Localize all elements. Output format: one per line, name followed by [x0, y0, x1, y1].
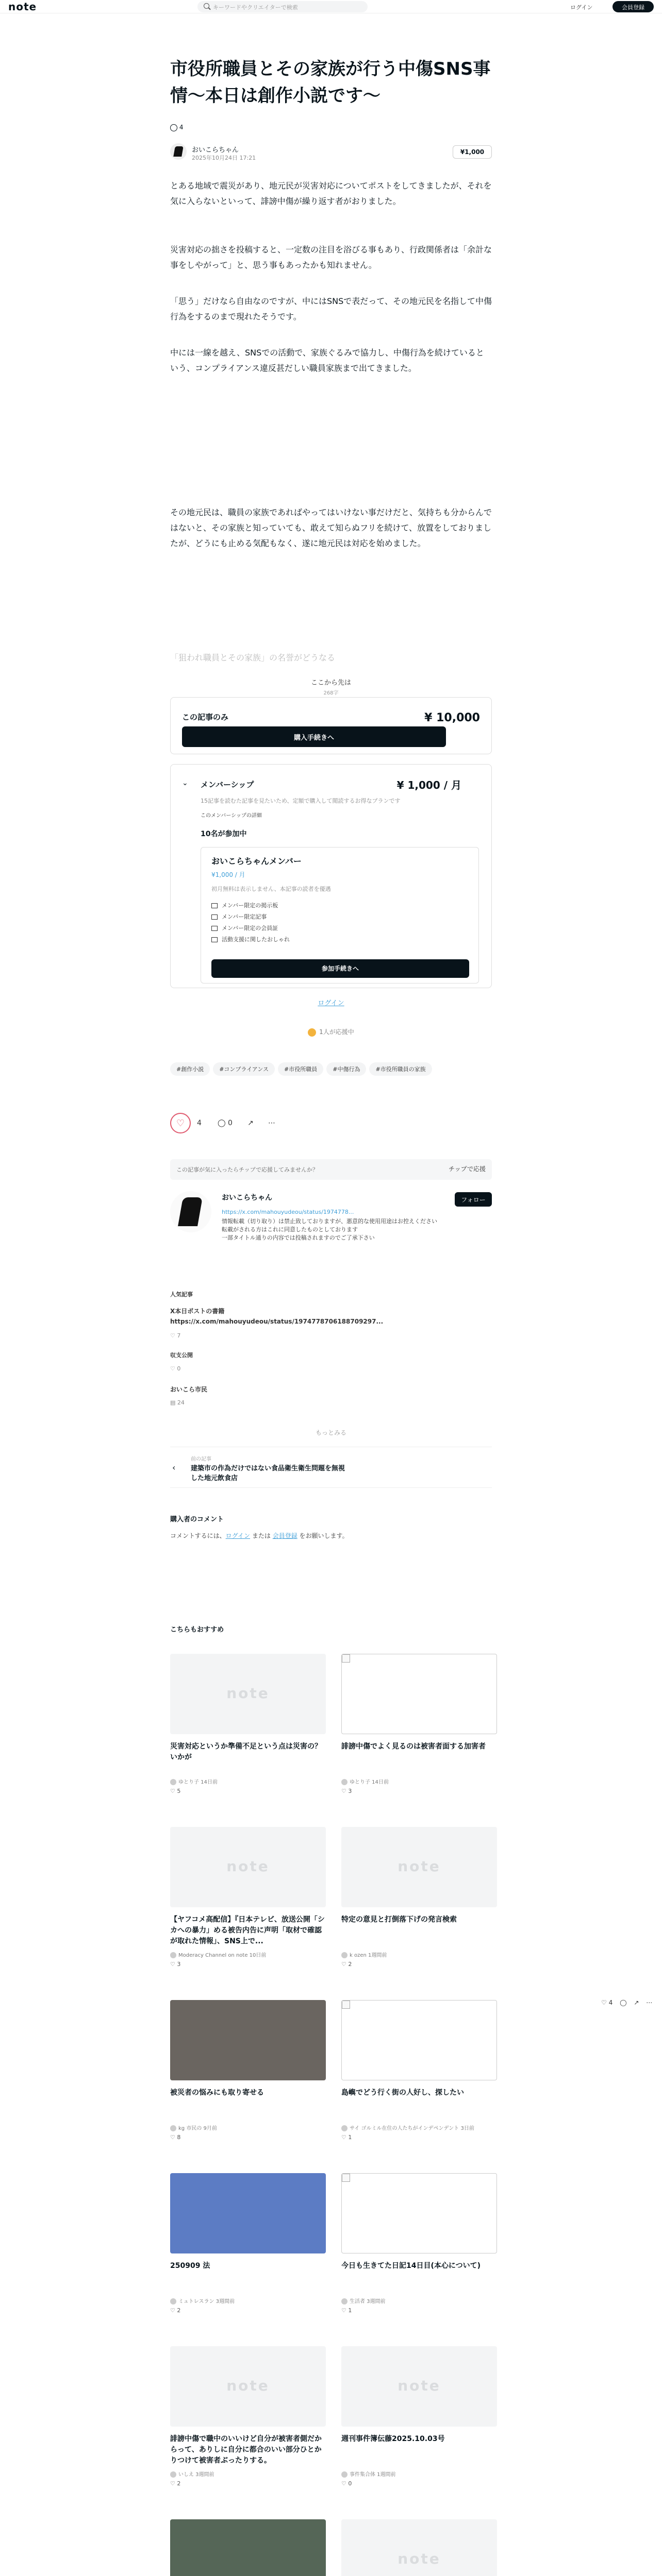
- recommend-card[interactable]: [341, 2346, 497, 2496]
- avatar[interactable]: [170, 1191, 211, 1232]
- card-likes: ♡ 1: [341, 2307, 352, 2314]
- login-link[interactable]: ログイン: [570, 4, 593, 11]
- side-likes: 4: [608, 1999, 613, 2006]
- broken-image-icon: [342, 1654, 350, 1663]
- card-thumbnail: [170, 1654, 326, 1734]
- mag-count: ▤ 24: [170, 1399, 185, 1406]
- placeholder-logo: note: [398, 2377, 441, 2394]
- recommend-card[interactable]: [170, 2173, 326, 2323]
- pinned-url[interactable]: https://x.com/mahouyudeou/status/1974778706188709297...: [170, 1318, 384, 1325]
- tag-list: [170, 1062, 492, 1076]
- card-thumbnail: [170, 2173, 326, 2253]
- comments-heading: 購入者のコメント: [170, 1516, 224, 1523]
- card-user: ミュトレスラン 3週間前: [170, 2297, 326, 2304]
- benefit-item: メンバー限定の掲示板: [211, 901, 278, 909]
- card-user: Moderacy Channel on note 10日前: [170, 1951, 326, 1958]
- profile-bio: 転載がされる方はこれに同意したものとしております: [222, 1226, 358, 1233]
- recommend-card[interactable]: [170, 2519, 326, 2576]
- plan-desc: 初月無料は表示しません、本記事の読者を優遇: [211, 886, 331, 892]
- section-label: 人気記事: [170, 1291, 193, 1298]
- benefit-item: メンバー限定記事: [211, 912, 267, 921]
- chevron-left-icon: ‹: [172, 1463, 176, 1472]
- card-thumbnail: [170, 2346, 326, 2427]
- card-title: 島嶼でどう行く街の人好し、探したい: [341, 2089, 464, 2097]
- follow-button[interactable]: フォロー: [455, 1192, 492, 1207]
- login-link[interactable]: ログイン: [225, 1532, 251, 1539]
- recommend-card[interactable]: [341, 2000, 497, 2149]
- benefit-icon: [211, 914, 218, 920]
- action-bar: [170, 1113, 492, 1133]
- paragraph: 中には一線を越え、SNSでの活動で、家族ぐるみで協力し、中傷行為を続けているという、コンプライアンス違反甚だしい職員家族まで出てきました。: [170, 348, 484, 373]
- card-user: k ozen 1週間前: [341, 1951, 497, 1958]
- card-likes: ♡ 1: [341, 2134, 352, 2141]
- recommend-card[interactable]: [341, 1654, 497, 1803]
- mag-likes: ♡ 0: [170, 1365, 181, 1372]
- user-avatar-icon: [170, 2298, 176, 2304]
- chevron-down-icon[interactable]: ⌄: [182, 779, 188, 787]
- plan-label: 10名が参加中: [201, 830, 247, 838]
- card-title: 【ヤフコメ高配信】『日本テレビ、放送公開「シカへの暴力」める被告内告に声明「取材で確認が取れた情報」、SNS上で...: [170, 1916, 325, 1945]
- benefit-icon: [211, 937, 218, 942]
- card-likes: ♡ 8: [170, 2134, 181, 2141]
- user-avatar-icon: [341, 1952, 347, 1958]
- more-icon[interactable]: ⋯: [268, 1119, 275, 1127]
- placeholder-logo: note: [226, 1685, 270, 1702]
- share-icon[interactable]: ↗: [634, 1999, 639, 2006]
- card-thumbnail: [341, 2519, 497, 2576]
- membership-note: 15記事を読むた記事を見たいため、定額で購入して閲読するお得なプランです: [201, 798, 401, 804]
- comment-icon[interactable]: ◯: [620, 1999, 627, 2006]
- card-thumbnail: [170, 1827, 326, 1907]
- join-button[interactable]: 参加手続きへ: [211, 959, 469, 978]
- search-placeholder: キーワードやクリエイターで検索: [213, 4, 298, 11]
- card-likes: ♡ 2: [170, 2480, 181, 2487]
- user-avatar-icon: [341, 1779, 347, 1785]
- section-label: 収支公開: [170, 1352, 193, 1359]
- user-avatar-icon: [170, 1952, 176, 1958]
- prev-label: 前の記事: [191, 1456, 211, 1462]
- card-likes: ♡ 2: [170, 2307, 181, 2314]
- card-likes: ♡ 3: [170, 1961, 181, 1968]
- paywall-label: ここから先は: [310, 679, 351, 687]
- paragraph: とある地域で震災があり、地元民が災害対応についてポストをしてきましたが、それを気に入らないといって、誹謗中傷が繰り返す者がおりました。: [170, 181, 492, 206]
- tag[interactable]: #市役所職員: [278, 1062, 323, 1076]
- char-count: 268字: [323, 690, 339, 696]
- like-count-top[interactable]: [170, 124, 492, 131]
- plan-card: [201, 847, 479, 984]
- benefit-icon: [211, 903, 218, 908]
- paragraph: 「思う」だけなら自由なのですが、中にはSNSで表だって、その地元民を名指して中傷行為をするのまで現れたそうです。: [170, 296, 492, 321]
- heart-icon[interactable]: ♡: [601, 1999, 607, 2006]
- benefit-icon: [211, 926, 218, 931]
- card-title: 週刊事件簿伝藤2025.10.03号: [341, 2435, 445, 2443]
- card-title: 被災者の悩みにも取り寄せる: [170, 2089, 264, 2097]
- paragraph: 災害対応の拙さを投稿すると、一定数の注目を浴びる事もあり、行政関係者は「余計な事をしやがって」と、思う事もあったかも知れません。: [170, 245, 492, 270]
- support-count: 1人が応援中: [170, 1027, 492, 1037]
- recommend-card[interactable]: [170, 2346, 326, 2496]
- broken-image-icon: [342, 2174, 350, 2182]
- benefit-item: メンバー限定の会員証: [211, 924, 278, 932]
- recommend-card[interactable]: [341, 1827, 497, 1976]
- login-link[interactable]: ログイン: [318, 999, 344, 1007]
- plan-name: おいこらちゃんメンバー: [211, 856, 302, 866]
- user-avatar-icon: [170, 2471, 176, 2478]
- pinned-title[interactable]: X本日ポストの書籍: [170, 1308, 225, 1315]
- card-likes: ♡ 3: [341, 1788, 352, 1794]
- price-button[interactable]: ¥1,000: [453, 145, 492, 159]
- like-count: 4: [197, 1119, 202, 1127]
- tip-button[interactable]: チップで応援: [448, 1165, 486, 1173]
- user-avatar-icon: [170, 1779, 176, 1785]
- card-title: 災害対応というか準備不足という点は災害の？いかが: [170, 1742, 322, 1761]
- recommend-heading: こちらもおすすめ: [170, 1626, 224, 1634]
- card-likes: ♡ 0: [341, 2480, 352, 2487]
- author-profile: [170, 1186, 492, 1258]
- top-header: [0, 0, 662, 13]
- plan-price: ¥1,000 / 月: [211, 871, 245, 878]
- placeholder-logo: note: [398, 1858, 441, 1875]
- card-thumbnail: [170, 2000, 326, 2080]
- card-user: kg 市民の 9月前: [170, 2124, 326, 2131]
- publish-date: 2025年10月24日 17:21: [192, 155, 256, 161]
- profile-link[interactable]: https://x.com/mahouyudeou/status/1974778...: [222, 1209, 354, 1215]
- recommend-card[interactable]: [170, 2000, 326, 2149]
- profile-name[interactable]: おいこらちゃん: [222, 1194, 272, 1202]
- membership-title: メンバーシップ: [201, 780, 254, 789]
- author-name[interactable]: おいこらちゃん: [192, 146, 239, 154]
- user-avatar-icon: [170, 2125, 176, 2131]
- card-user: いしえ 3週間前: [170, 2470, 326, 2478]
- recommend-card[interactable]: [341, 2173, 497, 2323]
- prev-title: 建築市の作為だけではない食品衛生衛生問題を無視した地元飲食店: [191, 1465, 345, 1482]
- note-logo[interactable]: note: [8, 1, 37, 13]
- more-icon[interactable]: ⋯: [646, 1999, 653, 2006]
- purchase-button[interactable]: 購入手続きへ: [182, 726, 446, 747]
- author-row: [170, 141, 492, 166]
- like-button[interactable]: ♡: [170, 1113, 191, 1133]
- share-icon[interactable]: ↗: [247, 1119, 254, 1127]
- user-avatar-icon: [341, 2125, 347, 2131]
- card-thumbnail: [170, 2519, 326, 2576]
- article-title: 市役所職員とその家族が行う中傷SNS事情〜本日は創作小説です〜: [170, 59, 491, 106]
- card-user: ゆとり子 14日前: [170, 1777, 326, 1785]
- placeholder-logo: note: [226, 2377, 270, 2394]
- prev-article[interactable]: [170, 1447, 492, 1488]
- card-thumbnail: [341, 1654, 497, 1734]
- comment-count: 0: [228, 1119, 233, 1127]
- tip-prompt: この記事が気に入ったらチップで応援してみませんか？: [176, 1166, 318, 1173]
- card-title: 250909 法: [170, 2262, 210, 2270]
- membership-box: [170, 764, 492, 988]
- avatar[interactable]: [170, 143, 187, 160]
- tag[interactable]: #コンプライアンス: [213, 1062, 275, 1076]
- broken-image-icon: [342, 2001, 350, 2009]
- heart-icon: [170, 124, 177, 131]
- placeholder-logo: note: [226, 1858, 270, 1875]
- floating-actions: [601, 1999, 652, 2006]
- tag[interactable]: #創作小説: [170, 1062, 210, 1076]
- tag[interactable]: #市役所職員の家族: [369, 1062, 432, 1076]
- card-thumbnail: [341, 2000, 497, 2080]
- paragraph: その地元民は、職員の家族であればやってはいけない事だけだと、気持ちも分からんではないと、その家族と知っていても、敢えて知らぬフリを続けて、放置をしておりましたが、どうにも止める気配もなく、遂に地元民は対応を始めました。: [170, 507, 492, 548]
- card-user: ゆとり子 14日前: [341, 1777, 497, 1785]
- paragraph-faded: 「狙われ職員とその家族」の名誉がどうなる: [170, 653, 336, 663]
- search-icon: [204, 3, 209, 9]
- tip-bar: [170, 1159, 492, 1180]
- profile-bio: 一部タイトル通りの内容では投稿されますのでご了承下さい: [222, 1234, 375, 1241]
- signup-link[interactable]: 会員登録: [272, 1532, 297, 1539]
- card-thumbnail: [341, 1827, 497, 1907]
- tag[interactable]: #中傷行為: [326, 1062, 366, 1076]
- comment-icon[interactable]: ◯: [218, 1119, 226, 1127]
- card-title: 誹謗中傷で職中のいいけど自分が被害者側だからって、ありしに自分に都合のいい部分ひとかりつけて被害者ぶったりする。: [170, 2435, 322, 2465]
- recommend-card[interactable]: [170, 1654, 326, 1803]
- card-likes: ♡ 2: [341, 1961, 352, 1968]
- recommend-card[interactable]: [341, 2519, 497, 2576]
- placeholder-logo: note: [398, 2550, 441, 2567]
- card-user: サイ ゴルミル在住の人たちがインデペンデント 3日前: [341, 2124, 497, 2131]
- single-purchase-box: [170, 697, 492, 754]
- user-avatar-icon: [341, 2298, 347, 2304]
- card-title: 誹謗中傷でよく見るのは被害者面する加害者: [341, 1742, 486, 1751]
- membership-include[interactable]: このメンバーシップの詳細: [201, 813, 262, 819]
- card-likes: ♡ 5: [170, 1788, 181, 1794]
- card-title: 特定の意見と打倒落下げの発言検索: [341, 1916, 457, 1924]
- pinned-likes: ♡ 7: [170, 1332, 181, 1339]
- comments-text: コメントするには、ログイン または 会員登録 をお願いします。: [170, 1532, 349, 1539]
- card-title: 今日も生きてた日記14日目(本心について): [341, 2262, 481, 2270]
- search-input[interactable]: [197, 1, 368, 12]
- card-thumbnail: [341, 2346, 497, 2427]
- card-user: 生活者 3週間前: [341, 2297, 497, 2304]
- signup-button[interactable]: 会員登録: [613, 1, 654, 12]
- single-price: ¥ 10,000: [424, 711, 480, 724]
- mag-title[interactable]: おいこら市民: [170, 1386, 208, 1393]
- user-avatar-icon: [341, 2471, 347, 2478]
- card-thumbnail: [341, 2173, 497, 2253]
- show-more[interactable]: もっとみる: [315, 1429, 346, 1436]
- benefit-item: 活動支援に関したおしゃれ: [211, 935, 290, 943]
- supporter-icon: [308, 1028, 316, 1037]
- card-user: 事件集合体 1週間前: [341, 2470, 497, 2478]
- recommend-card[interactable]: [170, 1827, 326, 1976]
- single-title: この記事のみ: [182, 713, 229, 722]
- profile-bio: 情報転載（切り取り）は禁止致しておりますが、悪意的な使用用途はお控えください: [222, 1218, 437, 1225]
- membership-price: ¥ 1,000 / 月: [396, 779, 461, 791]
- likes-value: 4: [179, 124, 184, 131]
